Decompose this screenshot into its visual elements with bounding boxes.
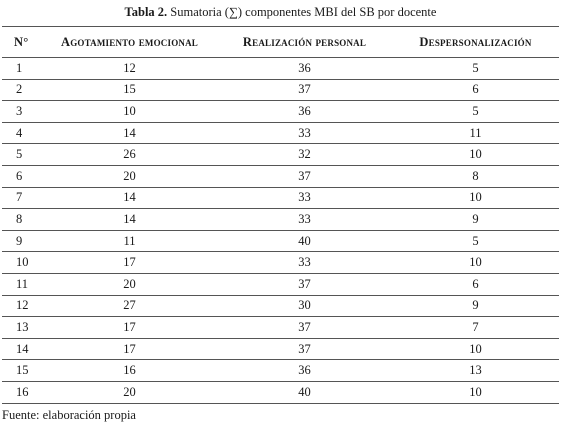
cell-realizacion: 36 [217,101,392,123]
table-row [2,144,559,166]
table-row [2,58,559,80]
cell-realizacion: 37 [217,273,392,295]
cell-agotamiento: 15 [42,79,217,101]
cell-despersonalizacion: 11 [392,122,559,144]
table-row [2,165,559,187]
table-row [2,122,559,144]
table-row [2,79,559,101]
cell-no: 1 [2,58,42,80]
cell-despersonalizacion: 6 [392,273,559,295]
cell-despersonalizacion: 10 [392,144,559,166]
table-caption-text: Sumatoria (∑) componentes MBI del SB por docente [167,5,437,19]
cell-no: 9 [2,230,42,252]
cell-realizacion: 33 [217,252,392,274]
header-agotamiento: Agotamiento emocional [42,27,217,58]
cell-realizacion: 40 [217,381,392,403]
table-row [2,381,559,403]
table-header [2,27,559,58]
table-body [2,58,559,404]
cell-agotamiento: 16 [42,360,217,382]
table-row [2,295,559,317]
cell-realizacion: 37 [217,165,392,187]
cell-agotamiento: 20 [42,165,217,187]
table-caption-label: Tabla 2. [124,5,168,19]
cell-despersonalizacion: 6 [392,79,559,101]
cell-realizacion: 40 [217,230,392,252]
cell-realizacion: 37 [217,317,392,339]
cell-agotamiento: 26 [42,144,217,166]
cell-no: 12 [2,295,42,317]
table-row [2,101,559,123]
cell-no: 10 [2,252,42,274]
header-despersonalizacion: Despersonalización [392,27,559,58]
cell-realizacion: 33 [217,187,392,209]
cell-no: 16 [2,381,42,403]
cell-despersonalizacion: 7 [392,317,559,339]
cell-agotamiento: 14 [42,187,217,209]
cell-agotamiento: 12 [42,58,217,80]
cell-agotamiento: 27 [42,295,217,317]
cell-realizacion: 36 [217,58,392,80]
cell-no: 6 [2,165,42,187]
cell-realizacion: 36 [217,360,392,382]
cell-no: 14 [2,338,42,360]
cell-despersonalizacion: 13 [392,360,559,382]
cell-realizacion: 37 [217,338,392,360]
cell-despersonalizacion: 8 [392,165,559,187]
cell-realizacion: 37 [217,79,392,101]
cell-despersonalizacion: 10 [392,187,559,209]
table-row [2,252,559,274]
mbi-table [2,26,559,404]
cell-no: 2 [2,79,42,101]
header-no: N° [2,27,42,58]
cell-no: 15 [2,360,42,382]
cell-realizacion: 33 [217,122,392,144]
cell-despersonalizacion: 10 [392,252,559,274]
cell-no: 5 [2,144,42,166]
cell-no: 13 [2,317,42,339]
cell-agotamiento: 17 [42,252,217,274]
table-row [2,360,559,382]
cell-realizacion: 30 [217,295,392,317]
table-header-row [2,27,559,58]
cell-agotamiento: 17 [42,317,217,339]
table-row [2,230,559,252]
cell-despersonalizacion: 10 [392,381,559,403]
cell-no: 3 [2,101,42,123]
cell-despersonalizacion: 5 [392,101,559,123]
cell-no: 4 [2,122,42,144]
table-caption [0,4,561,20]
cell-no: 8 [2,209,42,231]
cell-despersonalizacion: 10 [392,338,559,360]
cell-agotamiento: 17 [42,338,217,360]
cell-agotamiento: 20 [42,381,217,403]
header-realizacion: Realización personal [217,27,392,58]
cell-despersonalizacion: 9 [392,209,559,231]
cell-despersonalizacion: 9 [392,295,559,317]
cell-agotamiento: 11 [42,230,217,252]
table-row [2,187,559,209]
cell-despersonalizacion: 5 [392,58,559,80]
table-source: Fuente: elaboración propia [2,408,136,422]
cell-despersonalizacion: 5 [392,230,559,252]
cell-realizacion: 33 [217,209,392,231]
cell-no: 7 [2,187,42,209]
cell-agotamiento: 10 [42,101,217,123]
cell-agotamiento: 14 [42,122,217,144]
table-row [2,273,559,295]
cell-agotamiento: 14 [42,209,217,231]
cell-realizacion: 32 [217,144,392,166]
cell-no: 11 [2,273,42,295]
table-row [2,209,559,231]
table-row [2,338,559,360]
table-row [2,317,559,339]
cell-agotamiento: 20 [42,273,217,295]
